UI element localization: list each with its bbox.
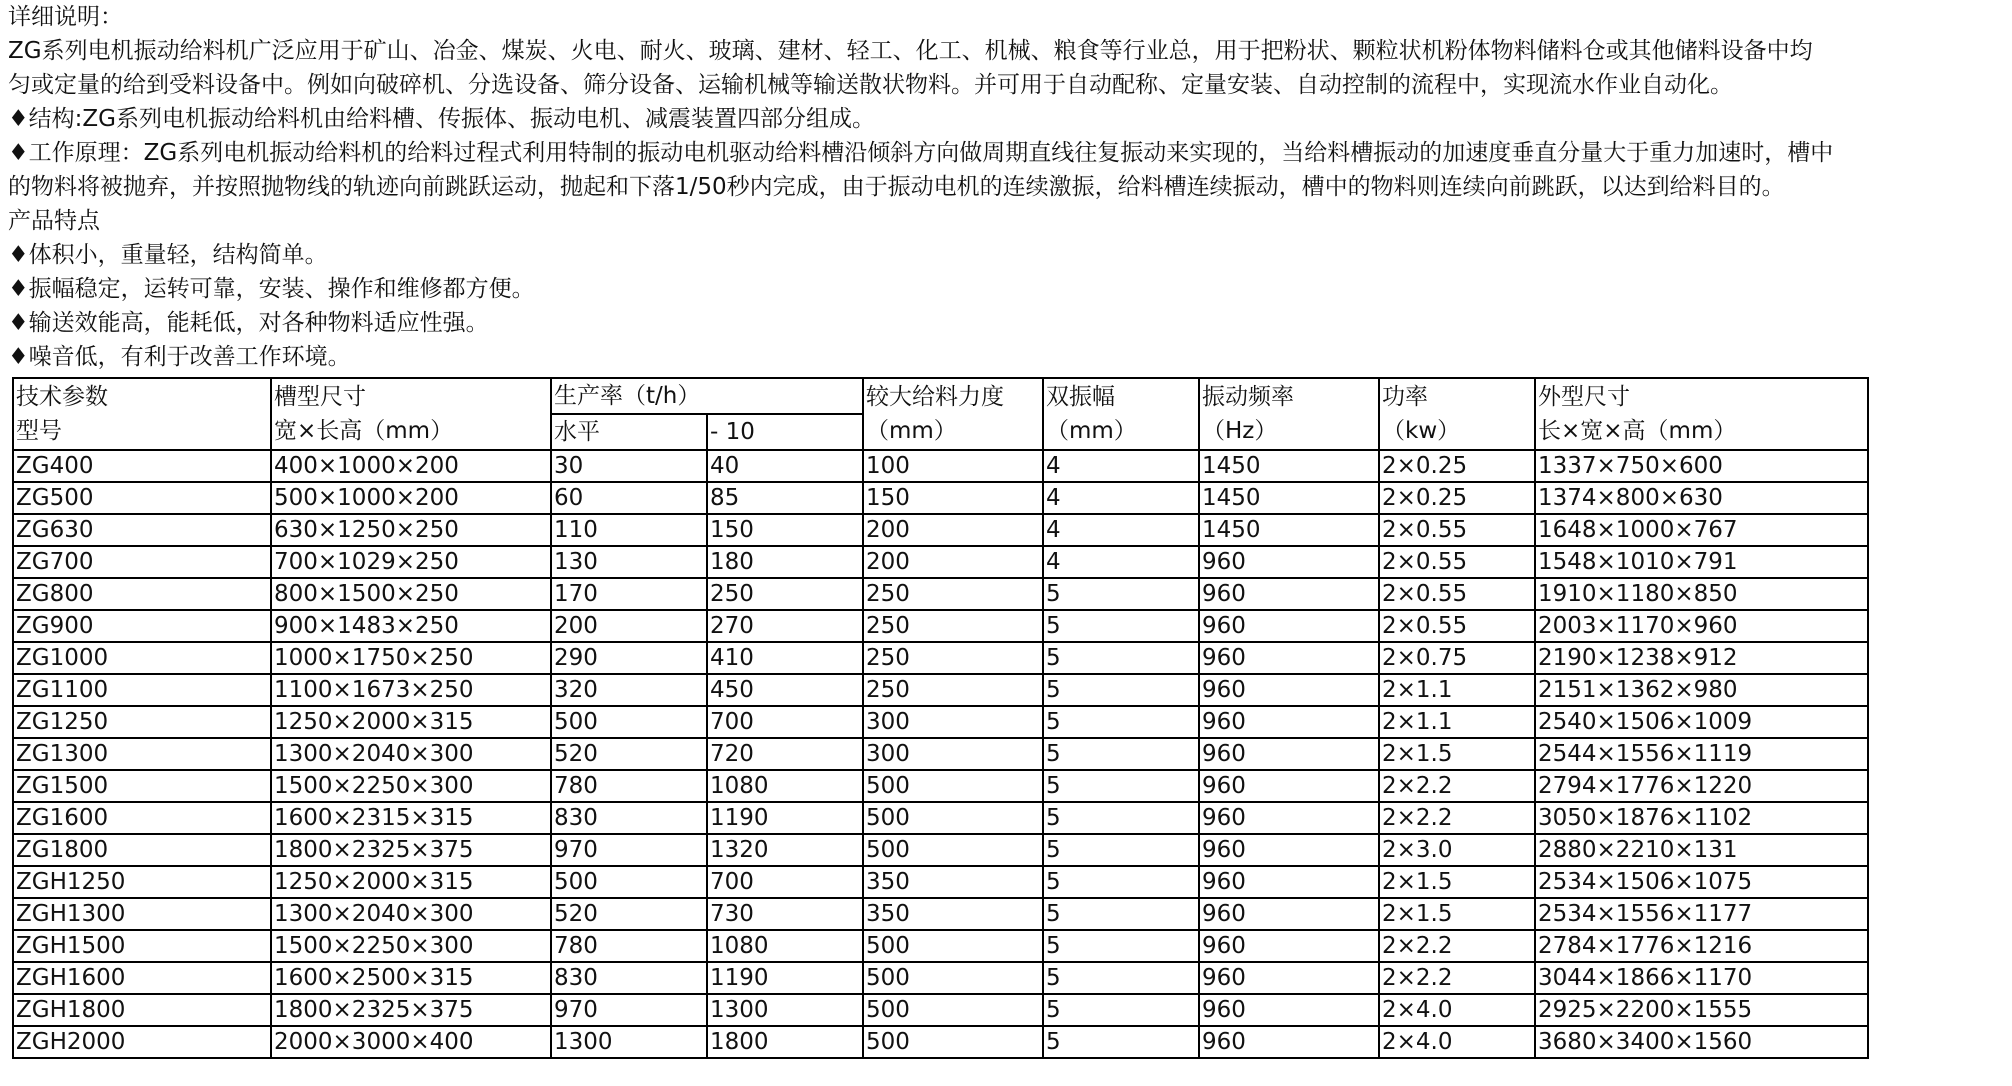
cell-outer-size: 1648×1000×767 — [1535, 514, 1868, 546]
cell-frequency: 960 — [1199, 546, 1379, 578]
cell-capacity-horizontal: 30 — [551, 450, 707, 482]
cell-max-feed-size: 500 — [863, 770, 1043, 802]
cell-outer-size: 1337×750×600 — [1535, 450, 1868, 482]
cell-model: ZG630 — [13, 514, 271, 546]
cell-capacity-decline: 40 — [707, 450, 863, 482]
cell-model: ZGH2000 — [13, 1026, 271, 1058]
cell-model: ZG800 — [13, 578, 271, 610]
cell-capacity-decline: 410 — [707, 642, 863, 674]
cell-model: ZGH1600 — [13, 962, 271, 994]
cell-model: ZG700 — [13, 546, 271, 578]
cell-power: 2×1.5 — [1379, 738, 1535, 770]
cell-trough-size: 1300×2040×300 — [271, 738, 551, 770]
header-outer-size — [1535, 378, 1868, 450]
cell-frequency: 960 — [1199, 802, 1379, 834]
cell-frequency: 960 — [1199, 1026, 1379, 1058]
principle-line-2: 的物料将被抛弃，并按照抛物线的轨迹向前跳跃运动，抛起和下落1/50秒内完成，由于振动电机的连续激振，给料槽连续振动，槽中的物料则连续向前跳跃，以达到给料目的。 — [8, 174, 1785, 200]
header-model-top: 技术参数 — [16, 384, 108, 410]
cell-trough-size: 1500×2250×300 — [271, 770, 551, 802]
cell-max-feed-size: 500 — [863, 930, 1043, 962]
intro-heading: 详细说明： — [8, 4, 123, 30]
feature-2: ♦振幅稳定，运转可靠，安装、操作和维修都方便。 — [8, 276, 535, 302]
cell-max-feed-size: 250 — [863, 674, 1043, 706]
cell-amplitude: 5 — [1043, 994, 1199, 1026]
header-force-bottom: （mm） — [866, 418, 957, 444]
cell-capacity-decline: 720 — [707, 738, 863, 770]
cell-amplitude: 5 — [1043, 834, 1199, 866]
cell-max-feed-size: 250 — [863, 642, 1043, 674]
cell-max-feed-size: 350 — [863, 898, 1043, 930]
cell-max-feed-size: 200 — [863, 514, 1043, 546]
cell-capacity-decline: 450 — [707, 674, 863, 706]
cell-trough-size: 500×1000×200 — [271, 482, 551, 514]
cell-capacity-horizontal: 170 — [551, 578, 707, 610]
table-row — [13, 930, 1868, 962]
cell-frequency: 960 — [1199, 866, 1379, 898]
cell-capacity-horizontal: 970 — [551, 994, 707, 1026]
table-row — [13, 578, 1868, 610]
table-row — [13, 610, 1868, 642]
table-row — [13, 866, 1868, 898]
header-trough — [271, 378, 551, 450]
cell-capacity-horizontal: 200 — [551, 610, 707, 642]
cell-capacity-horizontal: 290 — [551, 642, 707, 674]
table-row — [13, 674, 1868, 706]
header-amplitude — [1043, 378, 1199, 450]
cell-power: 2×2.2 — [1379, 770, 1535, 802]
cell-trough-size: 1500×2250×300 — [271, 930, 551, 962]
intro-paragraph-1: ZG系列电机振动给料机广泛应用于矿山、冶金、煤炭、火电、耐火、玻璃、建材、轻工、化工、机械、粮食等行业总，用于把粉状、颗粒状机粉体物料储料仓或其他储料设备中均 — [8, 38, 1813, 64]
cell-frequency: 960 — [1199, 962, 1379, 994]
cell-model: ZG1250 — [13, 706, 271, 738]
cell-trough-size: 2000×3000×400 — [271, 1026, 551, 1058]
cell-capacity-horizontal: 320 — [551, 674, 707, 706]
cell-max-feed-size: 300 — [863, 706, 1043, 738]
cell-outer-size: 2794×1776×1220 — [1535, 770, 1868, 802]
table-row — [13, 994, 1868, 1026]
principle-line-1: ♦工作原理：ZG系列电机振动给料机的给料过程式利用特制的振动电机驱动给料槽沿倾斜方向做周期直线往复振动来实现的，当给料槽振动的加速度垂直分量大于重力加速时，槽中 — [8, 140, 1834, 166]
table-row — [13, 546, 1868, 578]
cell-model: ZG1600 — [13, 802, 271, 834]
cell-trough-size: 1300×2040×300 — [271, 898, 551, 930]
cell-capacity-decline: 700 — [707, 706, 863, 738]
cell-capacity-horizontal: 780 — [551, 930, 707, 962]
cell-max-feed-size: 500 — [863, 962, 1043, 994]
cell-power: 2×2.2 — [1379, 930, 1535, 962]
feature-1: ♦体积小，重量轻，结构简单。 — [8, 242, 328, 268]
cell-frequency: 960 — [1199, 610, 1379, 642]
header-frequency — [1199, 378, 1379, 450]
cell-capacity-horizontal: 830 — [551, 802, 707, 834]
cell-frequency: 960 — [1199, 706, 1379, 738]
cell-outer-size: 2784×1776×1216 — [1535, 930, 1868, 962]
cell-outer-size: 2003×1170×960 — [1535, 610, 1868, 642]
cell-frequency: 960 — [1199, 930, 1379, 962]
header-power-top: 功率 — [1382, 384, 1428, 410]
cell-max-feed-size: 500 — [863, 834, 1043, 866]
cell-capacity-decline: 250 — [707, 578, 863, 610]
cell-capacity-decline: 180 — [707, 546, 863, 578]
table-row — [13, 482, 1868, 514]
cell-power: 2×1.1 — [1379, 706, 1535, 738]
cell-amplitude: 5 — [1043, 1026, 1199, 1058]
spec-table — [12, 377, 1869, 1059]
cell-outer-size: 1910×1180×850 — [1535, 578, 1868, 610]
cell-capacity-decline: 85 — [707, 482, 863, 514]
cell-amplitude: 5 — [1043, 674, 1199, 706]
cell-trough-size: 1000×1750×250 — [271, 642, 551, 674]
cell-capacity-decline: 1190 — [707, 962, 863, 994]
table-row — [13, 1026, 1868, 1058]
table-row — [13, 450, 1868, 482]
spec-table-body — [13, 450, 1868, 1058]
cell-amplitude: 4 — [1043, 514, 1199, 546]
cell-outer-size: 2544×1556×1119 — [1535, 738, 1868, 770]
cell-model: ZG1800 — [13, 834, 271, 866]
cell-model: ZG1300 — [13, 738, 271, 770]
cell-capacity-decline: 1800 — [707, 1026, 863, 1058]
cell-capacity-decline: 150 — [707, 514, 863, 546]
header-trough-bottom: 宽×长高（mm） — [274, 418, 454, 444]
table-row — [13, 898, 1868, 930]
cell-trough-size: 1100×1673×250 — [271, 674, 551, 706]
cell-model: ZG1100 — [13, 674, 271, 706]
cell-trough-size: 1600×2500×315 — [271, 962, 551, 994]
table-row — [13, 514, 1868, 546]
cell-amplitude: 4 — [1043, 482, 1199, 514]
cell-max-feed-size: 300 — [863, 738, 1043, 770]
cell-power: 2×4.0 — [1379, 994, 1535, 1026]
header-frequency-bottom: （Hz） — [1202, 418, 1278, 444]
cell-power: 2×4.0 — [1379, 1026, 1535, 1058]
table-row — [13, 642, 1868, 674]
cell-outer-size: 2190×1238×912 — [1535, 642, 1868, 674]
cell-trough-size: 1800×2325×375 — [271, 994, 551, 1026]
header-power — [1379, 378, 1535, 450]
header-force-top: 较大给料力度 — [866, 384, 1004, 410]
cell-capacity-decline: 1320 — [707, 834, 863, 866]
cell-frequency: 960 — [1199, 994, 1379, 1026]
cell-trough-size: 400×1000×200 — [271, 450, 551, 482]
header-capacity-horizontal: 水平 — [551, 414, 707, 450]
header-trough-top: 槽型尺寸 — [274, 384, 366, 410]
cell-amplitude: 4 — [1043, 546, 1199, 578]
cell-power: 2×0.55 — [1379, 610, 1535, 642]
cell-model: ZG1000 — [13, 642, 271, 674]
cell-capacity-horizontal: 500 — [551, 706, 707, 738]
cell-outer-size: 1548×1010×791 — [1535, 546, 1868, 578]
cell-max-feed-size: 500 — [863, 1026, 1043, 1058]
cell-capacity-decline: 1300 — [707, 994, 863, 1026]
cell-frequency: 960 — [1199, 578, 1379, 610]
cell-capacity-decline: 700 — [707, 866, 863, 898]
cell-trough-size: 900×1483×250 — [271, 610, 551, 642]
cell-model: ZG1500 — [13, 770, 271, 802]
cell-trough-size: 700×1029×250 — [271, 546, 551, 578]
cell-frequency: 960 — [1199, 834, 1379, 866]
cell-model: ZGH1800 — [13, 994, 271, 1026]
cell-max-feed-size: 500 — [863, 994, 1043, 1026]
cell-model: ZGH1300 — [13, 898, 271, 930]
header-amplitude-top: 双振幅 — [1046, 384, 1115, 410]
header-model-bottom: 型号 — [16, 418, 62, 444]
cell-outer-size: 2534×1556×1177 — [1535, 898, 1868, 930]
header-outer-size-bottom: 长×宽×高（mm） — [1538, 418, 1737, 444]
cell-power: 2×2.2 — [1379, 802, 1535, 834]
cell-capacity-decline: 270 — [707, 610, 863, 642]
cell-outer-size: 3680×3400×1560 — [1535, 1026, 1868, 1058]
cell-trough-size: 1250×2000×315 — [271, 866, 551, 898]
cell-capacity-horizontal: 1300 — [551, 1026, 707, 1058]
cell-capacity-horizontal: 110 — [551, 514, 707, 546]
cell-amplitude: 5 — [1043, 642, 1199, 674]
cell-max-feed-size: 500 — [863, 802, 1043, 834]
cell-amplitude: 5 — [1043, 738, 1199, 770]
cell-amplitude: 5 — [1043, 866, 1199, 898]
cell-power: 2×0.75 — [1379, 642, 1535, 674]
header-power-bottom: （kw） — [1382, 418, 1461, 444]
cell-frequency: 960 — [1199, 898, 1379, 930]
cell-amplitude: 5 — [1043, 770, 1199, 802]
cell-capacity-horizontal: 520 — [551, 898, 707, 930]
cell-power: 2×0.25 — [1379, 482, 1535, 514]
cell-capacity-horizontal: 60 — [551, 482, 707, 514]
cell-trough-size: 1250×2000×315 — [271, 706, 551, 738]
cell-amplitude: 5 — [1043, 930, 1199, 962]
cell-capacity-horizontal: 520 — [551, 738, 707, 770]
cell-max-feed-size: 150 — [863, 482, 1043, 514]
feature-3: ♦输送效能高，能耗低，对各种物料适应性强。 — [8, 310, 489, 336]
cell-capacity-horizontal: 780 — [551, 770, 707, 802]
cell-model: ZG400 — [13, 450, 271, 482]
cell-power: 2×2.2 — [1379, 962, 1535, 994]
cell-frequency: 960 — [1199, 770, 1379, 802]
cell-power: 2×0.55 — [1379, 514, 1535, 546]
cell-outer-size: 3044×1866×1170 — [1535, 962, 1868, 994]
table-row — [13, 802, 1868, 834]
cell-model: ZG900 — [13, 610, 271, 642]
cell-outer-size: 2534×1506×1075 — [1535, 866, 1868, 898]
cell-outer-size: 3050×1876×1102 — [1535, 802, 1868, 834]
cell-frequency: 960 — [1199, 738, 1379, 770]
cell-capacity-horizontal: 500 — [551, 866, 707, 898]
cell-frequency: 960 — [1199, 642, 1379, 674]
cell-amplitude: 5 — [1043, 610, 1199, 642]
cell-power: 2×1.5 — [1379, 898, 1535, 930]
header-force — [863, 378, 1043, 450]
table-row — [13, 738, 1868, 770]
cell-max-feed-size: 100 — [863, 450, 1043, 482]
header-outer-size-top: 外型尺寸 — [1538, 384, 1630, 410]
cell-model: ZGH1500 — [13, 930, 271, 962]
cell-capacity-horizontal: 830 — [551, 962, 707, 994]
cell-outer-size: 1374×800×630 — [1535, 482, 1868, 514]
cell-outer-size: 2880×2210×131 — [1535, 834, 1868, 866]
cell-outer-size: 2540×1506×1009 — [1535, 706, 1868, 738]
cell-amplitude: 5 — [1043, 802, 1199, 834]
cell-trough-size: 630×1250×250 — [271, 514, 551, 546]
cell-max-feed-size: 250 — [863, 578, 1043, 610]
cell-model: ZGH1250 — [13, 866, 271, 898]
header-frequency-top: 振动频率 — [1202, 384, 1294, 410]
cell-max-feed-size: 350 — [863, 866, 1043, 898]
feature-4: ♦噪音低，有利于改善工作环境。 — [8, 344, 351, 370]
cell-frequency: 1450 — [1199, 514, 1379, 546]
cell-capacity-horizontal: 970 — [551, 834, 707, 866]
cell-trough-size: 1600×2315×315 — [271, 802, 551, 834]
header-capacity-decline: - 10 — [707, 414, 863, 450]
cell-power: 2×1.5 — [1379, 866, 1535, 898]
table-row — [13, 706, 1868, 738]
cell-outer-size: 2925×2200×1555 — [1535, 994, 1868, 1026]
cell-trough-size: 800×1500×250 — [271, 578, 551, 610]
table-row — [13, 834, 1868, 866]
cell-amplitude: 5 — [1043, 578, 1199, 610]
cell-capacity-horizontal: 130 — [551, 546, 707, 578]
cell-capacity-decline: 1080 — [707, 930, 863, 962]
cell-amplitude: 5 — [1043, 706, 1199, 738]
cell-power: 2×0.25 — [1379, 450, 1535, 482]
cell-power: 2×0.55 — [1379, 546, 1535, 578]
structure-line: ♦结构:ZG系列电机振动给料机由给料槽、传振体、振动电机、减震装置四部分组成。 — [8, 106, 875, 132]
intro-paragraph-2: 匀或定量的给到受料设备中。例如向破碎机、分选设备、筛分设备、运输机械等输送散状物料。并可用于自动配称、定量安装、自动控制的流程中，实现流水作业自动化。 — [8, 72, 1733, 98]
header-capacity: 生产率（t/h） — [551, 378, 863, 414]
table-row — [13, 962, 1868, 994]
cell-power: 2×3.0 — [1379, 834, 1535, 866]
cell-frequency: 1450 — [1199, 450, 1379, 482]
cell-capacity-decline: 730 — [707, 898, 863, 930]
cell-frequency: 1450 — [1199, 482, 1379, 514]
cell-trough-size: 1800×2325×375 — [271, 834, 551, 866]
cell-amplitude: 4 — [1043, 450, 1199, 482]
cell-power: 2×0.55 — [1379, 578, 1535, 610]
cell-frequency: 960 — [1199, 674, 1379, 706]
features-heading: 产品特点 — [8, 208, 100, 234]
cell-power: 2×1.1 — [1379, 674, 1535, 706]
header-model — [13, 378, 271, 450]
cell-capacity-decline: 1080 — [707, 770, 863, 802]
cell-max-feed-size: 200 — [863, 546, 1043, 578]
cell-outer-size: 2151×1362×980 — [1535, 674, 1868, 706]
cell-amplitude: 5 — [1043, 962, 1199, 994]
header-amplitude-bottom: （mm） — [1046, 418, 1137, 444]
cell-amplitude: 5 — [1043, 898, 1199, 930]
cell-max-feed-size: 250 — [863, 610, 1043, 642]
cell-model: ZG500 — [13, 482, 271, 514]
cell-capacity-decline: 1190 — [707, 802, 863, 834]
table-row — [13, 770, 1868, 802]
